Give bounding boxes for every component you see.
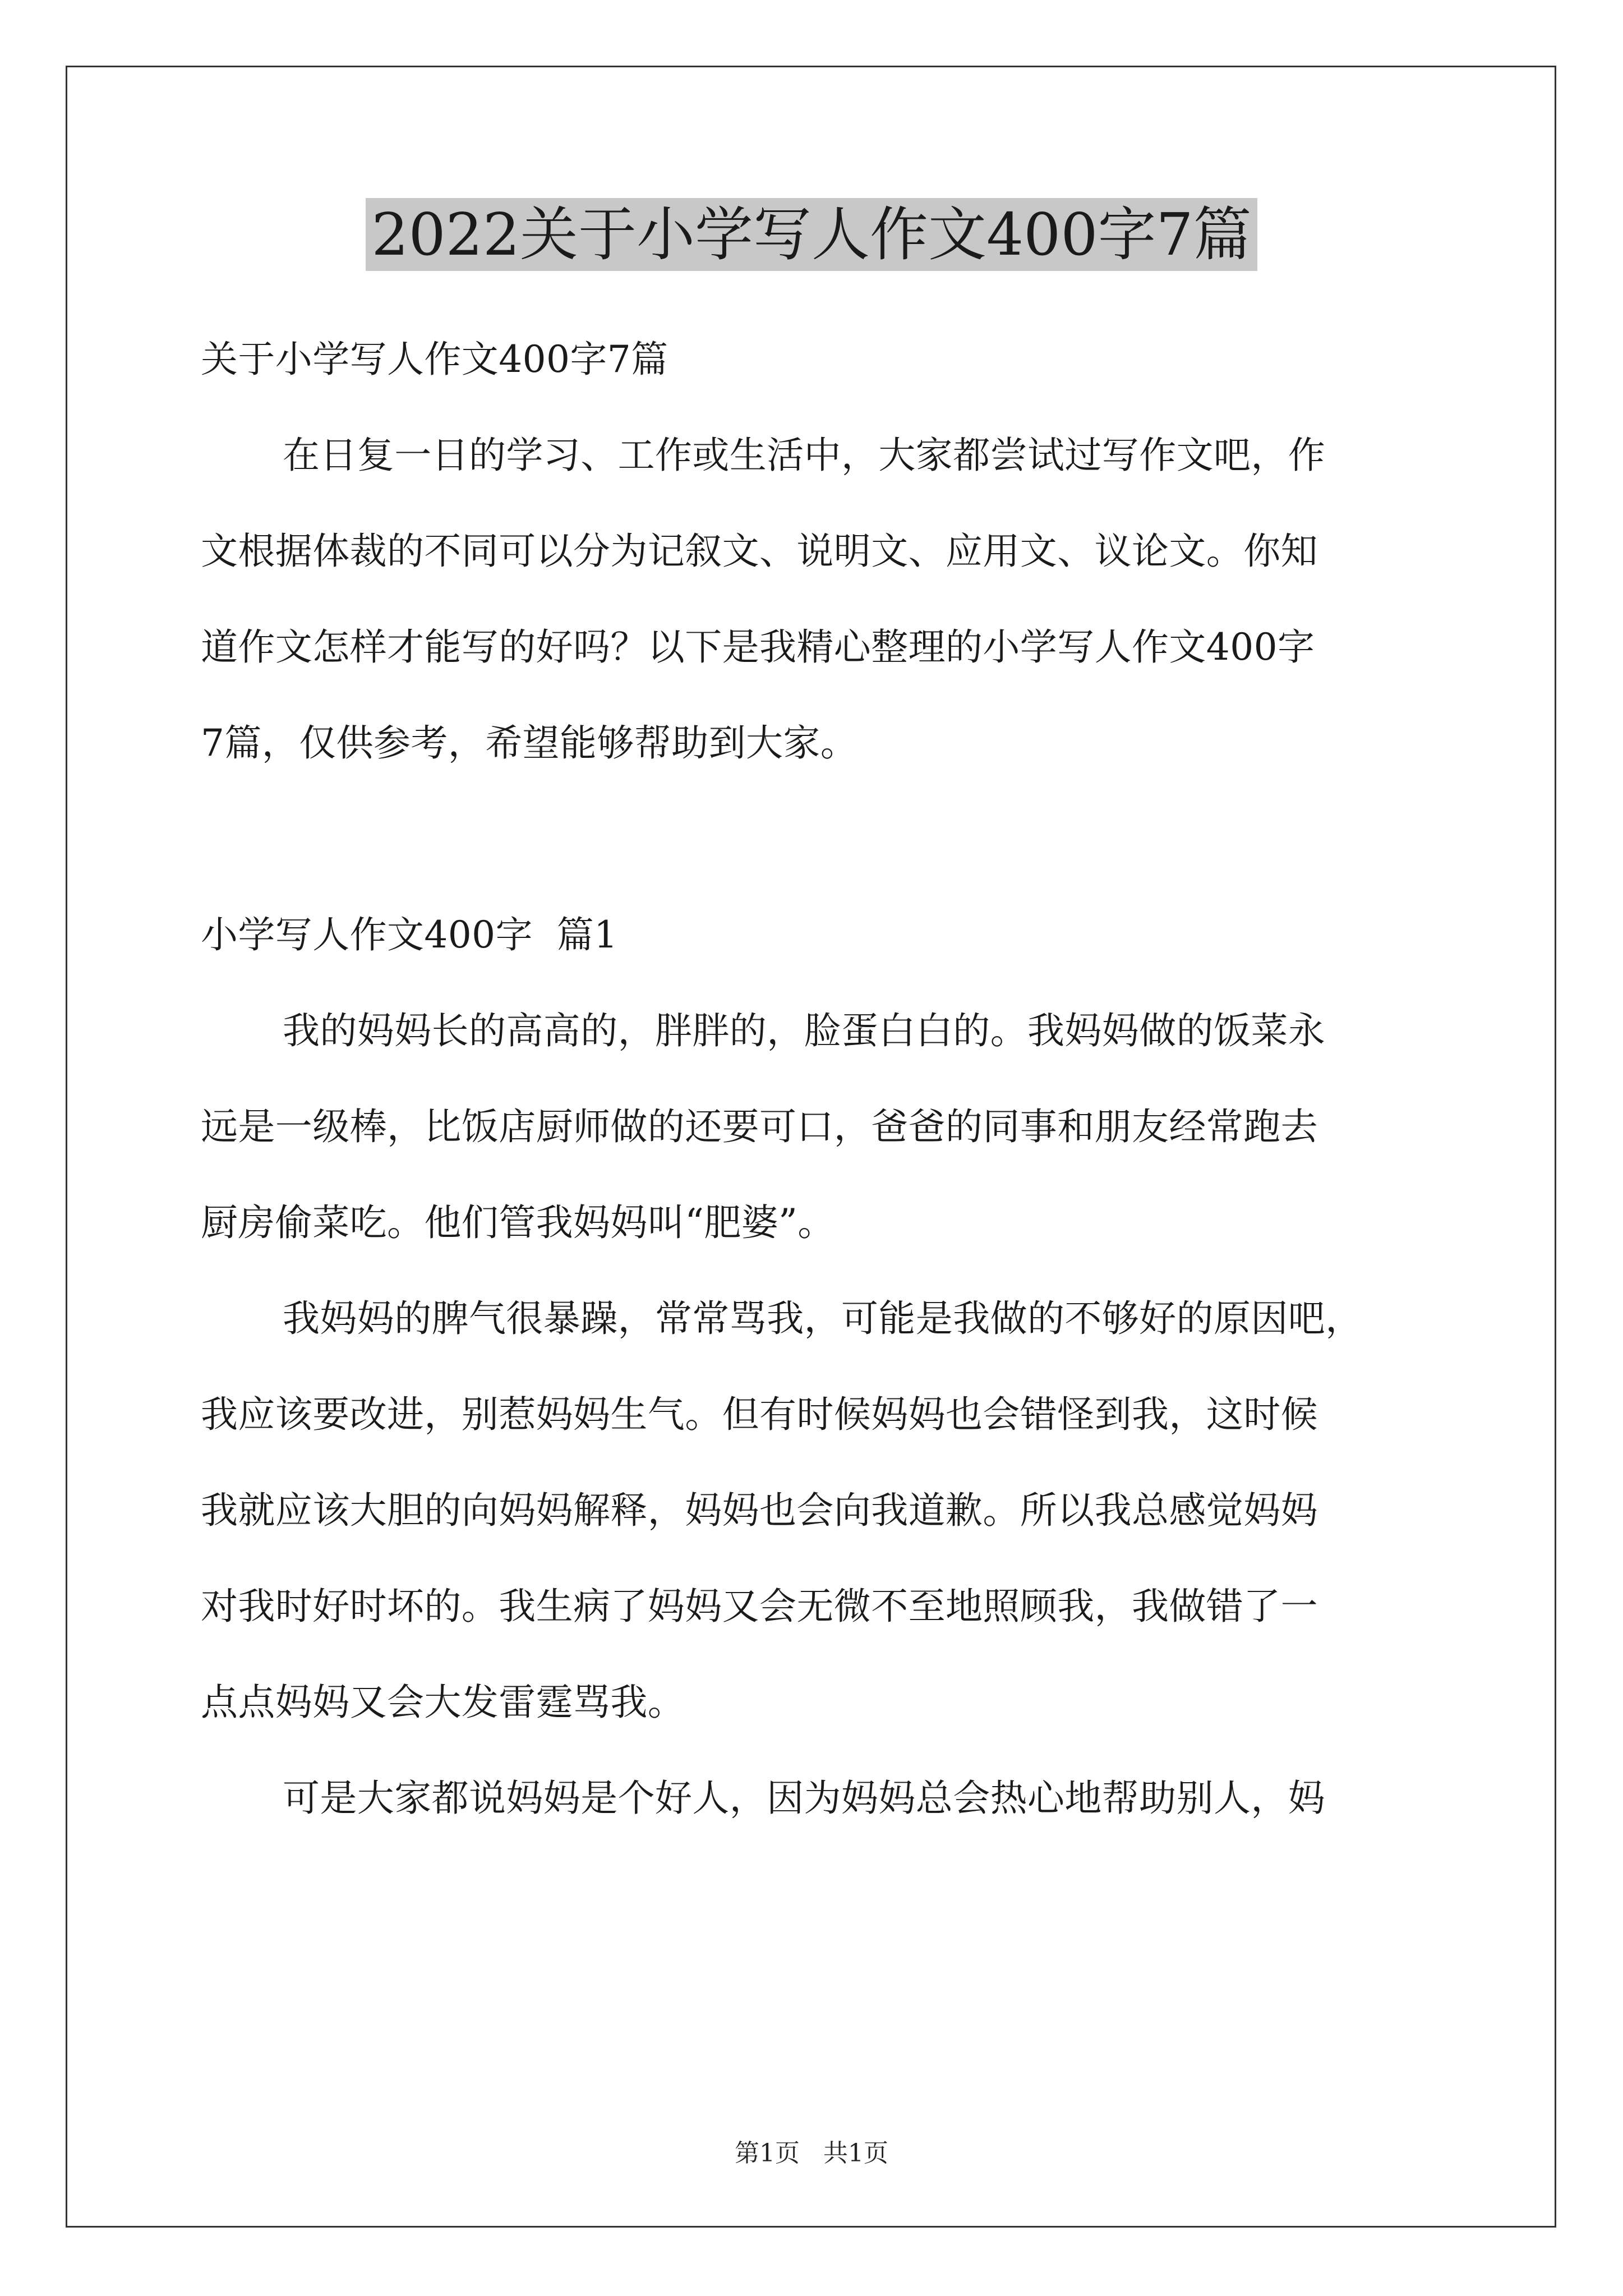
page-number: 第1页 共1页	[735, 2139, 888, 2168]
essay-paragraph	[201, 1750, 1423, 1846]
paragraph-line: 远是一级棒，比饭店厨师做的还要可口，爸爸的同事和朋友经常跑去	[201, 1105, 1318, 1148]
paragraph-line: 我的妈妈长的高高的，胖胖的，脸蛋白白的。我妈妈做的饭菜永	[283, 1009, 1326, 1052]
intro-line: 道作文怎样才能写的好吗？以下是我精心整理的小学写人作文400字	[201, 625, 1315, 669]
essay-paragraph	[201, 983, 1423, 1271]
paragraph-line: 我应该要改进，别惹妈妈生气。但有时候妈妈也会错怪到我，这时候	[201, 1393, 1318, 1436]
document-title-text: 2022关于小学写人作文400字7篇	[366, 198, 1257, 271]
paragraph-line: 厨房偷菜吃。他们管我妈妈叫“肥婆”。	[201, 1201, 835, 1244]
document-subtitle: 关于小学写人作文400字7篇	[201, 338, 668, 381]
essay-paragraph	[201, 1271, 1423, 1750]
paragraph-line: 我就应该大胆的向妈妈解释，妈妈也会向我道歉。所以我总感觉妈妈	[201, 1489, 1318, 1532]
document-title	[0, 200, 1623, 270]
paragraph-line: 我妈妈的脾气很暴躁，常常骂我，可能是我做的不够好的原因吧，	[283, 1297, 1363, 1340]
intro-line: 在日复一日的学习、工作或生活中，大家都尝试过写作文吧，作	[283, 434, 1326, 477]
paragraph-line: 对我时好时坏的。我生病了妈妈又会无微不至地照顾我，我做错了一	[201, 1585, 1318, 1628]
essay-heading: 小学写人作文400字 篇1	[201, 913, 618, 956]
document-body	[201, 311, 1423, 1846]
paragraph-line: 可是大家都说妈妈是个好人，因为妈妈总会热心地帮助别人，妈	[283, 1777, 1326, 1820]
intro-line: 文根据体裁的不同可以分为记叙文、说明文、应用文、议论文。你知	[201, 530, 1318, 573]
page-footer	[0, 2133, 1623, 2169]
paragraph-line: 点点妈妈又会大发雷霆骂我。	[201, 1681, 685, 1724]
section-spacer	[201, 791, 1423, 887]
intro-paragraph	[201, 407, 1423, 791]
intro-line: 7篇，仅供参考，希望能够帮助到大家。	[201, 721, 858, 765]
